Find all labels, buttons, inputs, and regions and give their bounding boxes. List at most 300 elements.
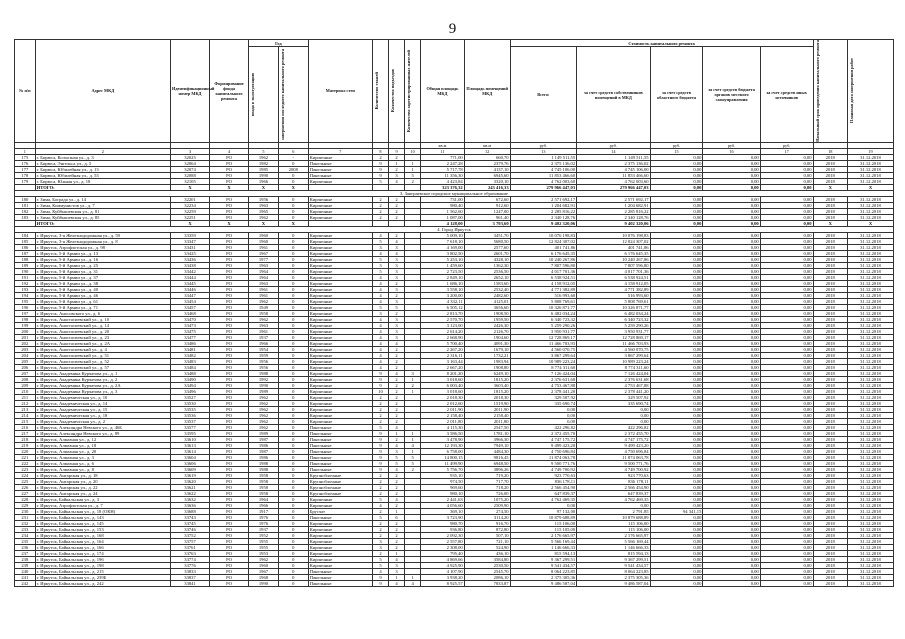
- table-cell: 31.12.2018: [847, 172, 893, 178]
- table-cell: Кирпичные: [308, 232, 372, 238]
- table-cell: 436,10: [464, 550, 510, 556]
- table-cell: 1967: [249, 250, 279, 256]
- table-cell: 2 340 128,76: [510, 214, 577, 220]
- table-cell: РО: [210, 526, 249, 532]
- table-cell: 4 869,66: [421, 556, 465, 562]
- table-cell: 33619: [171, 472, 210, 478]
- table-cell: 0,00: [703, 256, 760, 262]
- table-cell: 4: [389, 442, 405, 448]
- table-cell: 2 375 305,36: [510, 574, 577, 580]
- table-cell: 2018: [813, 178, 847, 184]
- table-cell: 726,00: [464, 490, 510, 496]
- table-cell: 0,00: [650, 496, 703, 502]
- table-cell: Кирпичные: [308, 496, 372, 502]
- table-cell: 33438: [171, 262, 210, 268]
- table-cell: 2018,30: [464, 394, 510, 400]
- table-cell: Брусчат: [308, 508, 372, 514]
- table-cell: 0,00: [650, 520, 703, 526]
- table-cell: 33436: [171, 256, 210, 262]
- table-cell: 0,00: [650, 166, 703, 172]
- table-cell: 4: [372, 232, 388, 238]
- table-cell: 2 849,10: [421, 274, 465, 280]
- table-cell: 9: [389, 148, 405, 154]
- table-cell: 0,00: [650, 556, 703, 562]
- table-cell: 2: [372, 526, 388, 532]
- table-cell: X: [171, 220, 210, 226]
- table-cell: 0,00: [760, 394, 813, 400]
- table-cell: 33757: [171, 538, 210, 544]
- table-cell: 4 107,90: [421, 568, 465, 574]
- table-cell: 0,00: [650, 220, 703, 226]
- table-cell: 0: [278, 418, 308, 424]
- table-cell: 0,00: [650, 154, 703, 160]
- table-cell: г. Иркутск, Александра Невского ул., д. 46Б: [35, 424, 170, 430]
- table-cell: 31.12.2018: [847, 466, 893, 472]
- table-cell: 2 176 665,97: [577, 532, 650, 538]
- table-cell: РО: [210, 460, 249, 466]
- table-cell: 1 146 666,33: [577, 544, 650, 550]
- table-cell: 115 105,00: [510, 526, 577, 532]
- table-cell: 11 499,90: [421, 460, 465, 466]
- table-cell: 9: [372, 448, 388, 454]
- table-cell: г. Иркутск, 5-й Армии ул., д. 25: [35, 262, 170, 268]
- table-cell: Кирпичные: [308, 562, 372, 568]
- table-cell: 2 441,63: [421, 496, 465, 502]
- table-cell: 31.12.2018: [847, 256, 893, 262]
- table-cell: РО: [210, 172, 249, 178]
- table-cell: 0: [278, 328, 308, 334]
- table-cell: Кирпичные: [308, 268, 372, 274]
- table-cell: 980,10: [421, 490, 465, 496]
- table-cell: 4 925,90: [421, 562, 465, 568]
- table-cell: 0: [278, 508, 308, 514]
- table-cell: 1963: [249, 322, 279, 328]
- table-cell: г. Иркутск, Академическая ул., д. 2: [35, 418, 170, 424]
- table-cell: 33610: [171, 436, 210, 442]
- table-cell: 12 728 869,17: [577, 334, 650, 340]
- table-cell: 31.12.2018: [847, 424, 893, 430]
- table-cell: 2: [389, 484, 405, 490]
- table-cell: 0,00: [760, 460, 813, 466]
- table-cell: 33536: [171, 412, 210, 418]
- table-cell: 2652,10: [464, 274, 510, 280]
- table-cell: 2 372 455,70: [510, 430, 577, 436]
- table-cell: 3: [372, 310, 388, 316]
- table-cell: 2 092,30: [421, 532, 465, 538]
- table-cell: 241: [15, 574, 36, 580]
- table-cell: г. Иркутск, Алмазная ул., д. 8: [35, 466, 170, 472]
- table-cell: РО: [210, 358, 249, 364]
- table-cell: г. Иркутск, Анастасиевский ул., д. 20: [35, 328, 170, 334]
- table-cell: 9: [372, 574, 388, 580]
- table-cell: 2 791,85: [577, 508, 650, 514]
- table-cell: 211: [15, 394, 36, 400]
- table-cell: 2 614,20: [421, 328, 465, 334]
- table-cell: 2: [372, 406, 388, 412]
- table-cell: РО: [210, 478, 249, 484]
- table-cell: 916,70: [464, 520, 510, 526]
- table-cell: 2482,60: [464, 292, 510, 298]
- table-cell: РО: [210, 214, 249, 220]
- table-cell: 2: [372, 484, 388, 490]
- table-cell: Кирпичные: [308, 202, 372, 208]
- table-cell: 0: [278, 340, 308, 346]
- table-cell: 974,50: [421, 478, 465, 484]
- header-cost-group: Стоимость капитального ремонта: [510, 40, 813, 47]
- table-cell: 1964: [249, 496, 279, 502]
- table-cell: РО: [210, 160, 249, 166]
- table-cell: 2601,70: [464, 250, 510, 256]
- table-cell: 0,00: [760, 202, 813, 208]
- table-cell: Кирпичные: [308, 304, 372, 310]
- table-cell: 4: [389, 178, 405, 184]
- table-cell: 3: [389, 448, 405, 454]
- table-cell: Кирпичные: [308, 406, 372, 412]
- table-cell: 1 204 682,91: [510, 202, 577, 208]
- table-cell: 235: [15, 538, 36, 544]
- table-cell: 1989: [249, 388, 279, 394]
- table-cell: 0,00: [760, 304, 813, 310]
- table-cell: 187: [15, 250, 36, 256]
- table-cell: 31.12.2018: [847, 484, 893, 490]
- table-cell: 0: [278, 514, 308, 520]
- table-cell: г. Иркутск, Аэрофлотская ул., д. 98: [35, 244, 170, 250]
- table-cell: 0,00: [650, 214, 703, 220]
- table-cell: 31.12.2018: [847, 382, 893, 388]
- table-cell: 1958: [249, 310, 279, 316]
- table-cell: 32105: [171, 178, 210, 184]
- table-cell: 0,00: [703, 340, 760, 346]
- table-cell: 203: [15, 346, 36, 352]
- table-cell: г. Иркутск, Алмазная ул., д. 3: [35, 454, 170, 460]
- table-cell: 1987: [249, 436, 279, 442]
- table-cell: 1962: [249, 298, 279, 304]
- table-cell: 33470: [171, 316, 210, 322]
- table-cell: 33490: [171, 376, 210, 382]
- table-cell: 2018: [813, 280, 847, 286]
- table-cell: 0,00: [650, 250, 703, 256]
- table-cell: 0,00: [650, 172, 703, 178]
- table-cell: 3: [389, 286, 405, 292]
- table-cell: 33468: [171, 310, 210, 316]
- table-cell: 2018: [813, 526, 847, 532]
- table-cell: 5: [249, 148, 279, 154]
- table-cell: 0,00: [703, 316, 760, 322]
- table-cell: 31.12.2018: [847, 544, 893, 550]
- table-cell: 1966: [249, 502, 279, 508]
- table-cell: 2: [389, 208, 405, 214]
- table-cell: 33606: [171, 460, 210, 466]
- table-cell: 2018: [813, 568, 847, 574]
- header-floors: Количество этажей: [373, 72, 379, 110]
- table-cell: 771,00: [421, 154, 465, 160]
- table-cell: 4: [389, 250, 405, 256]
- table-cell: 179: [15, 178, 36, 184]
- table-cell: 4 128,00: [421, 220, 465, 226]
- table-cell: 195: [15, 298, 36, 304]
- table-cell: 1937: [249, 526, 279, 532]
- table-cell: 2: [372, 196, 388, 202]
- table-cell: 0,00: [650, 382, 703, 388]
- table-cell: 836 178,11: [577, 478, 650, 484]
- table-cell: 233: [15, 526, 36, 532]
- table-cell: 1962: [249, 400, 279, 406]
- table-cell: 31.12.2018: [847, 460, 893, 466]
- table-cell: 4 762 469,35: [510, 496, 577, 502]
- header-entrances: Количество подъездов: [390, 69, 395, 113]
- table-cell: 836 178,11: [510, 478, 577, 484]
- table-cell: 0: [278, 178, 308, 184]
- table-cell: г. Иркутск, Ангарская ул., д. 18: [35, 472, 170, 478]
- table-cell: 32201: [171, 196, 210, 202]
- table-cell: 0,00: [703, 580, 760, 586]
- table-cell: Кирпичные: [308, 208, 372, 214]
- header-start-year: Начальный срок проведения капитального ремонта: [814, 40, 820, 142]
- table-cell: 0,00: [703, 250, 760, 256]
- table-cell: 1 149 511,55: [510, 154, 577, 160]
- table-cell: 31.12.2018: [847, 502, 893, 508]
- table-cell: 32088: [171, 172, 210, 178]
- table-cell: 1963: [249, 262, 279, 268]
- table-cell: 0,00: [650, 346, 703, 352]
- table-cell: 8 774 311,60: [577, 364, 650, 370]
- table-cell: 4 560 070,75: [510, 346, 577, 352]
- table-cell: 0: [278, 430, 308, 436]
- table-cell: 0,00: [703, 460, 760, 466]
- table-cell: 2018: [813, 430, 847, 436]
- table-cell: 7 807 596,80: [510, 262, 577, 268]
- table-cell: 2018: [813, 574, 847, 580]
- table-cell: 31.12.2018: [847, 328, 893, 334]
- table-cell: 33746: [171, 526, 210, 532]
- table-cell: 3: [389, 172, 405, 178]
- table-cell: 2018: [813, 208, 847, 214]
- table-cell: 1952: [249, 532, 279, 538]
- table-cell: 3 200,00: [421, 292, 465, 298]
- table-cell: РО: [210, 262, 249, 268]
- table-cell: 5 566 169,44: [577, 538, 650, 544]
- table-cell: РО: [210, 532, 249, 538]
- table-cell: 33688: [171, 508, 210, 514]
- table-cell: 507,10: [464, 532, 510, 538]
- table-cell: 0: [278, 460, 308, 466]
- table-cell: г. Зима, Коммунистов ул., д. 7: [35, 202, 170, 208]
- table-cell: 31.12.2018: [847, 346, 893, 352]
- table-cell: 31.12.2018: [847, 370, 893, 376]
- table-cell: 2018: [813, 376, 847, 382]
- table-cell: 221: [15, 454, 36, 460]
- table-cell: 5: [389, 454, 405, 460]
- table-cell: 422 296,82: [510, 424, 577, 430]
- table-cell: 4: [372, 280, 388, 286]
- table-cell: 8 201,20: [421, 370, 465, 376]
- table-cell: 0,00: [650, 208, 703, 214]
- table-cell: 0: [278, 502, 308, 508]
- table-cell: 2: [389, 214, 405, 220]
- table-cell: РО: [210, 346, 249, 352]
- table-cell: 5: [372, 424, 388, 430]
- table-cell: 0,00: [703, 418, 760, 424]
- table-cell: 2018: [813, 412, 847, 418]
- table-cell: 9 486 587,04: [577, 580, 650, 586]
- table-cell: 1583,60: [464, 280, 510, 286]
- table-cell: 32259: [171, 208, 210, 214]
- table-cell: 2: [372, 214, 388, 220]
- table-cell: 2 566 454,90: [510, 484, 577, 490]
- table-cell: 7949,10: [464, 442, 510, 448]
- table-cell: 961,40: [464, 214, 510, 220]
- table-cell: 11 874 063,78: [510, 454, 577, 460]
- table-cell: 6945,60: [464, 172, 510, 178]
- table-cell: 0,00: [703, 364, 760, 370]
- table-cell: 33473: [171, 322, 210, 328]
- table-cell: 0,00: [650, 286, 703, 292]
- table-cell: 4125,01: [464, 298, 510, 304]
- table-cell: 872,80: [464, 526, 510, 532]
- table-cell: 3: [372, 538, 388, 544]
- table-cell: 223: [15, 466, 36, 472]
- table-cell: 196: [15, 304, 36, 310]
- table-cell: Кирпичные: [308, 352, 372, 358]
- table-cell: 32025: [171, 154, 210, 160]
- table-cell: 31.12.2018: [847, 520, 893, 526]
- table-cell: 1990: [249, 382, 279, 388]
- table-cell: 33774: [171, 556, 210, 562]
- table-cell: 2 571 692,17: [510, 196, 577, 202]
- table-cell: 10 989 223,24: [577, 358, 650, 364]
- table-cell: РО: [210, 178, 249, 184]
- table-cell: 0,00: [650, 394, 703, 400]
- table-cell: РО: [210, 544, 249, 550]
- table-cell: 0,00: [760, 154, 813, 160]
- table-cell: 6 176 645,35: [510, 250, 577, 256]
- table-cell: РО: [210, 400, 249, 406]
- table-cell: 4 762 003,60: [577, 178, 650, 184]
- table-cell: 1075,20: [464, 496, 510, 502]
- table-cell: 2: [389, 436, 405, 442]
- table-cell: 1 146 666,33: [510, 544, 577, 550]
- table-cell: г. Иркутск, 5-й Армии ул., д. 38: [35, 280, 170, 286]
- table-cell: 0,00: [760, 322, 813, 328]
- table-cell: 0,00: [703, 502, 760, 508]
- table-cell: 0,00: [703, 478, 760, 484]
- table-cell: 0,00: [703, 298, 760, 304]
- table-cell: г. Иркутск, 5-й Армии ул., д. 16: [35, 256, 170, 262]
- table-cell: 31.12.2018: [847, 448, 893, 454]
- table-cell: 33743: [171, 514, 210, 520]
- table-cell: 2018: [813, 274, 847, 280]
- table-cell: 0,00: [703, 166, 760, 172]
- table-cell: 31.12.2018: [847, 364, 893, 370]
- table-cell: 0,00: [703, 496, 760, 502]
- table-cell: X: [171, 184, 210, 190]
- table-cell: 0,00: [650, 568, 703, 574]
- table-cell: 32234: [171, 202, 210, 208]
- table-cell: 10 989 223,24: [510, 358, 577, 364]
- table-cell: 33481: [171, 346, 210, 352]
- table-cell: 0: [278, 334, 308, 340]
- table-cell: 3 793,60: [464, 220, 510, 226]
- table-cell: 0,00: [703, 412, 760, 418]
- table-cell: Панельные: [308, 460, 372, 466]
- table-cell: г. Иркутск, Академика Курчатова ул., д. 3: [35, 388, 170, 394]
- header-plan-date: Плановая дата завершения работ: [848, 58, 854, 124]
- table-cell: 980,40: [421, 202, 465, 208]
- table-cell: 31.12.2018: [847, 394, 893, 400]
- table-cell: 2: [389, 490, 405, 496]
- header-year-repair: завершения последнего капитального ремонта: [279, 48, 285, 141]
- table-cell: 2018: [813, 532, 847, 538]
- table-cell: 9: [372, 382, 388, 388]
- table-cell: 0: [278, 448, 308, 454]
- table-cell: 0,00: [760, 412, 813, 418]
- table-cell: 31.12.2018: [847, 568, 893, 574]
- table-cell: 5: [389, 460, 405, 466]
- table-cell: 9: [372, 160, 388, 166]
- table-cell: 2: [389, 292, 405, 298]
- table-cell: г. Иркутск, 5-й Армии ул., д. 71: [35, 304, 170, 310]
- table-cell: 4 749 700,92: [577, 466, 650, 472]
- table-cell: г. Иркутск, Байкальская ул., д. 168: [35, 532, 170, 538]
- table-cell: 3 478,90: [421, 436, 465, 442]
- table-cell: РО: [210, 454, 249, 460]
- table-cell: 0: [278, 322, 308, 328]
- header-src-local: за счет средств бюджета органов местного самоуправления: [703, 47, 760, 143]
- table-cell: 2: [389, 394, 405, 400]
- table-cell: 2 668,90: [421, 334, 465, 340]
- table-cell: РО: [210, 496, 249, 502]
- table-cell: 230: [15, 508, 36, 514]
- table-cell: 0,00: [650, 196, 703, 202]
- table-cell: 31.12.2018: [847, 286, 893, 292]
- table-cell: 719,20: [464, 472, 510, 478]
- table-cell: 190: [15, 268, 36, 274]
- table-row: [15, 580, 894, 586]
- table-cell: 7 618,10: [421, 238, 465, 244]
- table-cell: 9 367 299,51: [510, 556, 577, 562]
- table-cell: 0,00: [760, 556, 813, 562]
- table-cell: 0,00: [703, 304, 760, 310]
- table-cell: 228: [15, 496, 36, 502]
- table-cell: 0,00: [760, 310, 813, 316]
- table-cell: 4 749 700,92: [510, 466, 577, 472]
- table-cell: 1956: [249, 364, 279, 370]
- table-cell: РО: [210, 562, 249, 568]
- table-cell: 0,00: [650, 574, 703, 580]
- table-cell: г. Иркутск, Анастасиевский ул., д. 10: [35, 316, 170, 322]
- table-cell: 5 700,40: [421, 340, 465, 346]
- table-cell: г. Иркутск, Аносовского ул., д. 6: [35, 310, 170, 316]
- table-cell: 2: [372, 550, 388, 556]
- table-cell: 0: [278, 262, 308, 268]
- table-cell: 1 149 511,55: [577, 154, 650, 160]
- table-cell: 4 560 070,75: [577, 346, 650, 352]
- table-cell: 0,00: [650, 328, 703, 334]
- table-cell: 2: [405, 382, 421, 388]
- table-cell: 2379,76: [464, 160, 510, 166]
- table-cell: 0: [278, 298, 308, 304]
- table-cell: 33457: [171, 304, 210, 310]
- table-cell: 31.12.2018: [847, 298, 893, 304]
- table-cell: РО: [210, 574, 249, 580]
- table-cell: г. Иркутск, Алмазная ул., д. 18: [35, 442, 170, 448]
- table-cell: 4 745 106,00: [577, 166, 650, 172]
- table-cell: руб.: [760, 142, 813, 148]
- table-cell: РО: [210, 244, 249, 250]
- table-cell: 4 771 382,89: [577, 286, 650, 292]
- table-cell: 31.12.2018: [847, 526, 893, 532]
- table-cell: 2577,60: [464, 244, 510, 250]
